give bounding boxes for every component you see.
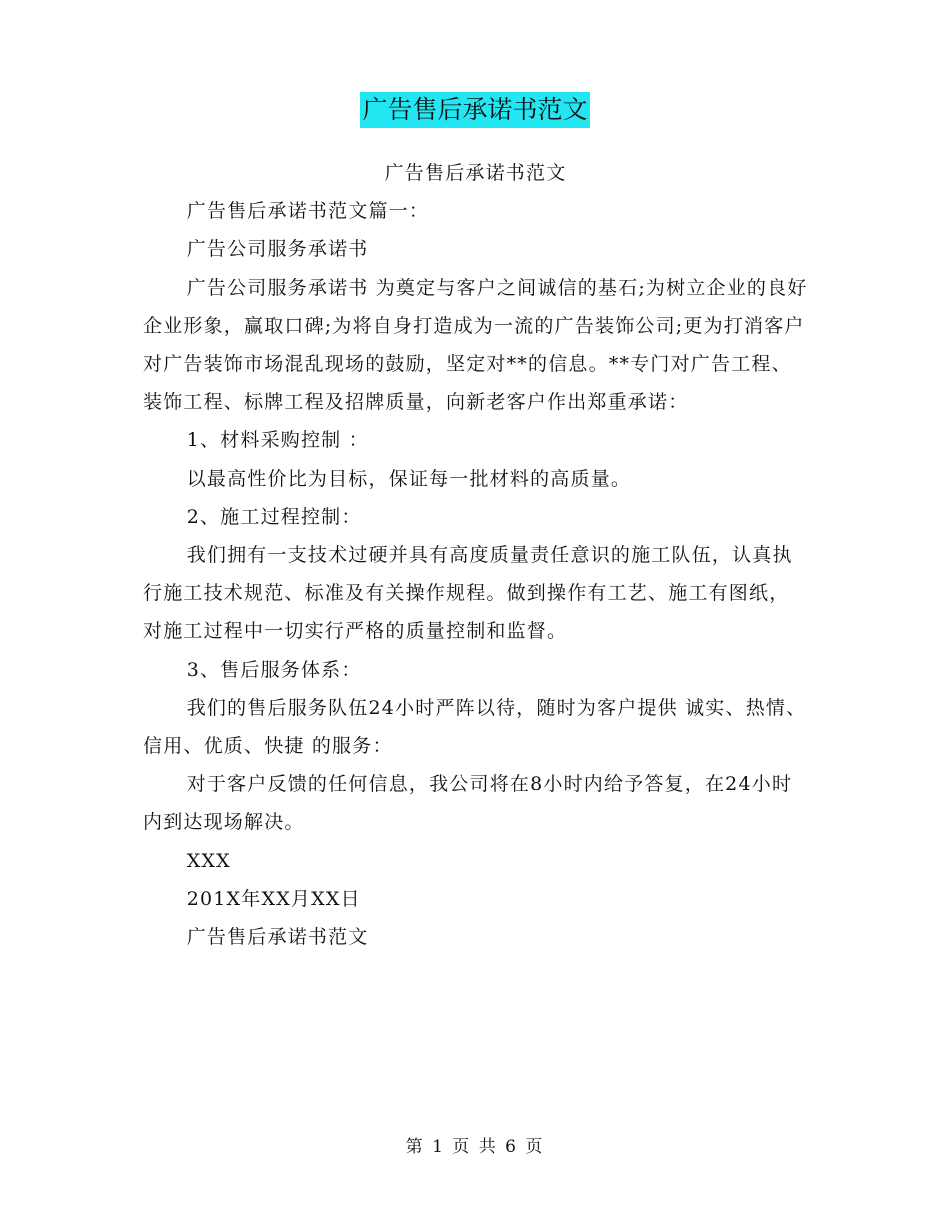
paragraph: 以最高性价比为目标，保证每一批材料的高质量。 [186, 467, 632, 490]
subtitle: 广告售后承诺书范文 [384, 162, 567, 184]
title-wrap [0, 92, 950, 128]
paragraph: 广告公司服务承诺书 [186, 238, 369, 261]
page-indicator: 第 1 页 共 6 页 [405, 1137, 545, 1157]
signature-date: 201X年XX月XX日 [186, 887, 361, 910]
document-title: 广告售后承诺书范文 [360, 92, 589, 128]
paragraph: 广告公司服务承诺书 为奠定与客户之间诚信的基石;为树立企业的良好企业形象，赢取口碑;为将自身打造成为一流的广告装饰公司;更为打消客户对广告装饰市场混乱现场的鼓励，坚定对**的信息。**专门对广告工程、装饰工程、标牌工程及招牌质量，向新老客户作出郑重承诺： [143, 276, 808, 414]
paragraph: 我们的售后服务队伍24小时严阵以待，随时为客户提供 诚实、热情、信用、优质、快捷 的服务： [143, 696, 807, 758]
paragraph: 2、施工过程控制： [186, 505, 362, 528]
paragraph: 我们拥有一支技术过硬并具有高度质量责任意识的施工队伍，认真执行施工技术规范、标准及有关操作规程。做到操作有工艺、施工有图纸，对施工过程中一切实行严格的质量控制和监督。 [143, 544, 793, 643]
signature-name: XXX [186, 849, 231, 872]
paragraph: 广告售后承诺书范文篇一： [186, 200, 430, 223]
document-body [143, 154, 808, 956]
paragraph: 对于客户反馈的任何信息，我公司将在8小时内给予答复，在24小时内到达现场解决。 [143, 773, 793, 834]
paragraph: 1、材料采购控制 ： [186, 429, 369, 452]
paragraph: 3、售后服务体系： [186, 658, 362, 681]
paragraph: 广告售后承诺书范文 [186, 926, 369, 949]
